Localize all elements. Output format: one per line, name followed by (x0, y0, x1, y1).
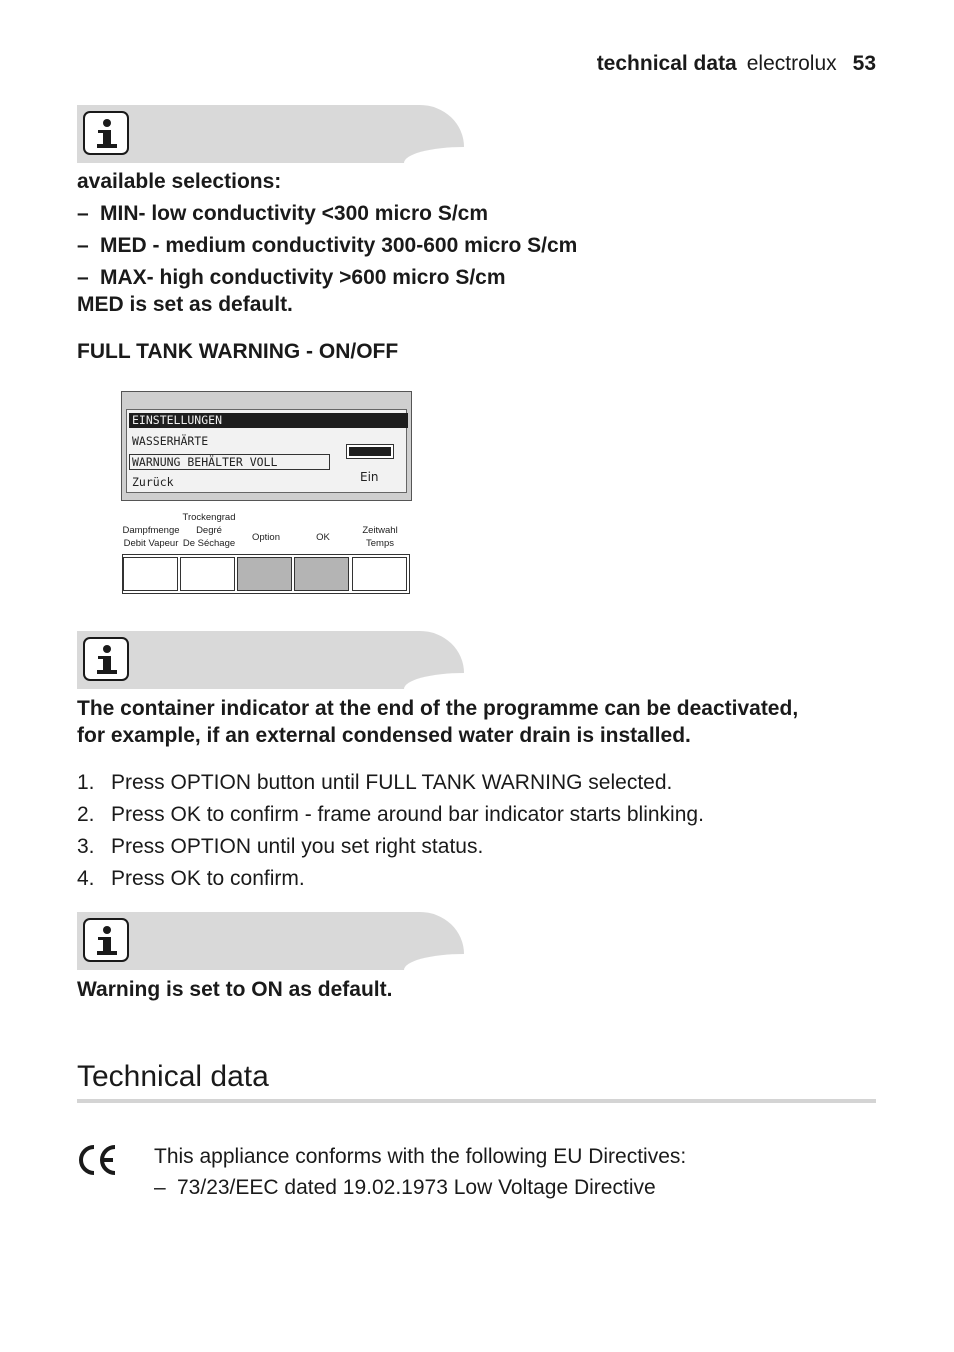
info-banner (77, 631, 464, 689)
info-icon (83, 111, 129, 155)
zeitwahl-button[interactable] (352, 557, 407, 591)
lcd-row: Zurück (132, 475, 174, 489)
lcd-row: WASSERHÄRTE (132, 434, 209, 448)
technical-data-heading: Technical data (77, 1060, 269, 1093)
button-label: Trockengrad Degré De Séchage (182, 512, 236, 549)
directive-item: – 73/23/EEC dated 19.02.1973 Low Voltage Directive (154, 1176, 656, 1199)
page-header (597, 52, 876, 76)
trockengrad-button[interactable] (180, 557, 235, 591)
list-item: 2. Press OK to confirm - frame around bar indicator starts blinking. (77, 803, 704, 826)
lcd-title: EINSTELLUNGEN (129, 413, 408, 428)
lcd-display (121, 391, 412, 501)
button-label: OK (316, 532, 330, 543)
container-note: The container indicator at the end of the programme can be deactivated, for example, if an external condensed water drain is installed. (77, 697, 799, 747)
selection-item: – MIN- low conductivity <300 micro S/cm (77, 202, 489, 225)
option-button[interactable] (237, 557, 292, 591)
section-heading: FULL TANK WARNING - ON/OFF (77, 340, 399, 363)
header-brand: electrolux (746, 52, 837, 75)
button-label: Option (252, 532, 280, 543)
warning-default-note: Warning is set to ON as default. (77, 978, 393, 1001)
header-section: technical data (596, 52, 737, 75)
button-label: Zeitwahl Temps (362, 525, 398, 549)
steps-list (77, 769, 877, 897)
control-button-row (122, 554, 410, 594)
list-item: 4. Press OK to confirm. (77, 867, 305, 890)
lcd-value: Ein (360, 470, 379, 484)
list-item: 1. Press OPTION button until FULL TANK WARNING selected. (77, 771, 673, 794)
dampfmenge-button[interactable] (123, 557, 178, 591)
info-icon (83, 637, 129, 681)
selection-item: – MAX- high conductivity >600 micro S/cm (77, 266, 506, 289)
lcd-row-selected: WARNUNG BEHÄLTER VOLL (132, 455, 278, 469)
conformity-intro: This appliance conforms with the following EU Directives: (154, 1145, 687, 1168)
ok-button[interactable] (294, 557, 349, 591)
list-item: 3. Press OPTION until you set right status. (77, 835, 484, 858)
lcd-screen (126, 409, 407, 493)
info-icon (83, 918, 129, 962)
default-note: MED is set as default. (77, 293, 293, 316)
info-banner (77, 912, 464, 970)
info-banner (77, 105, 464, 163)
heading-rule (77, 1099, 876, 1103)
bar-indicator (346, 444, 394, 459)
button-label: Dampfmenge Debit Vapeur (122, 525, 180, 549)
ce-mark-icon (77, 1143, 119, 1182)
page-number: 53 (852, 52, 876, 75)
selections-title: available selections: (77, 170, 282, 193)
selection-item: – MED - medium conductivity 300-600 micro S/cm (77, 234, 578, 257)
